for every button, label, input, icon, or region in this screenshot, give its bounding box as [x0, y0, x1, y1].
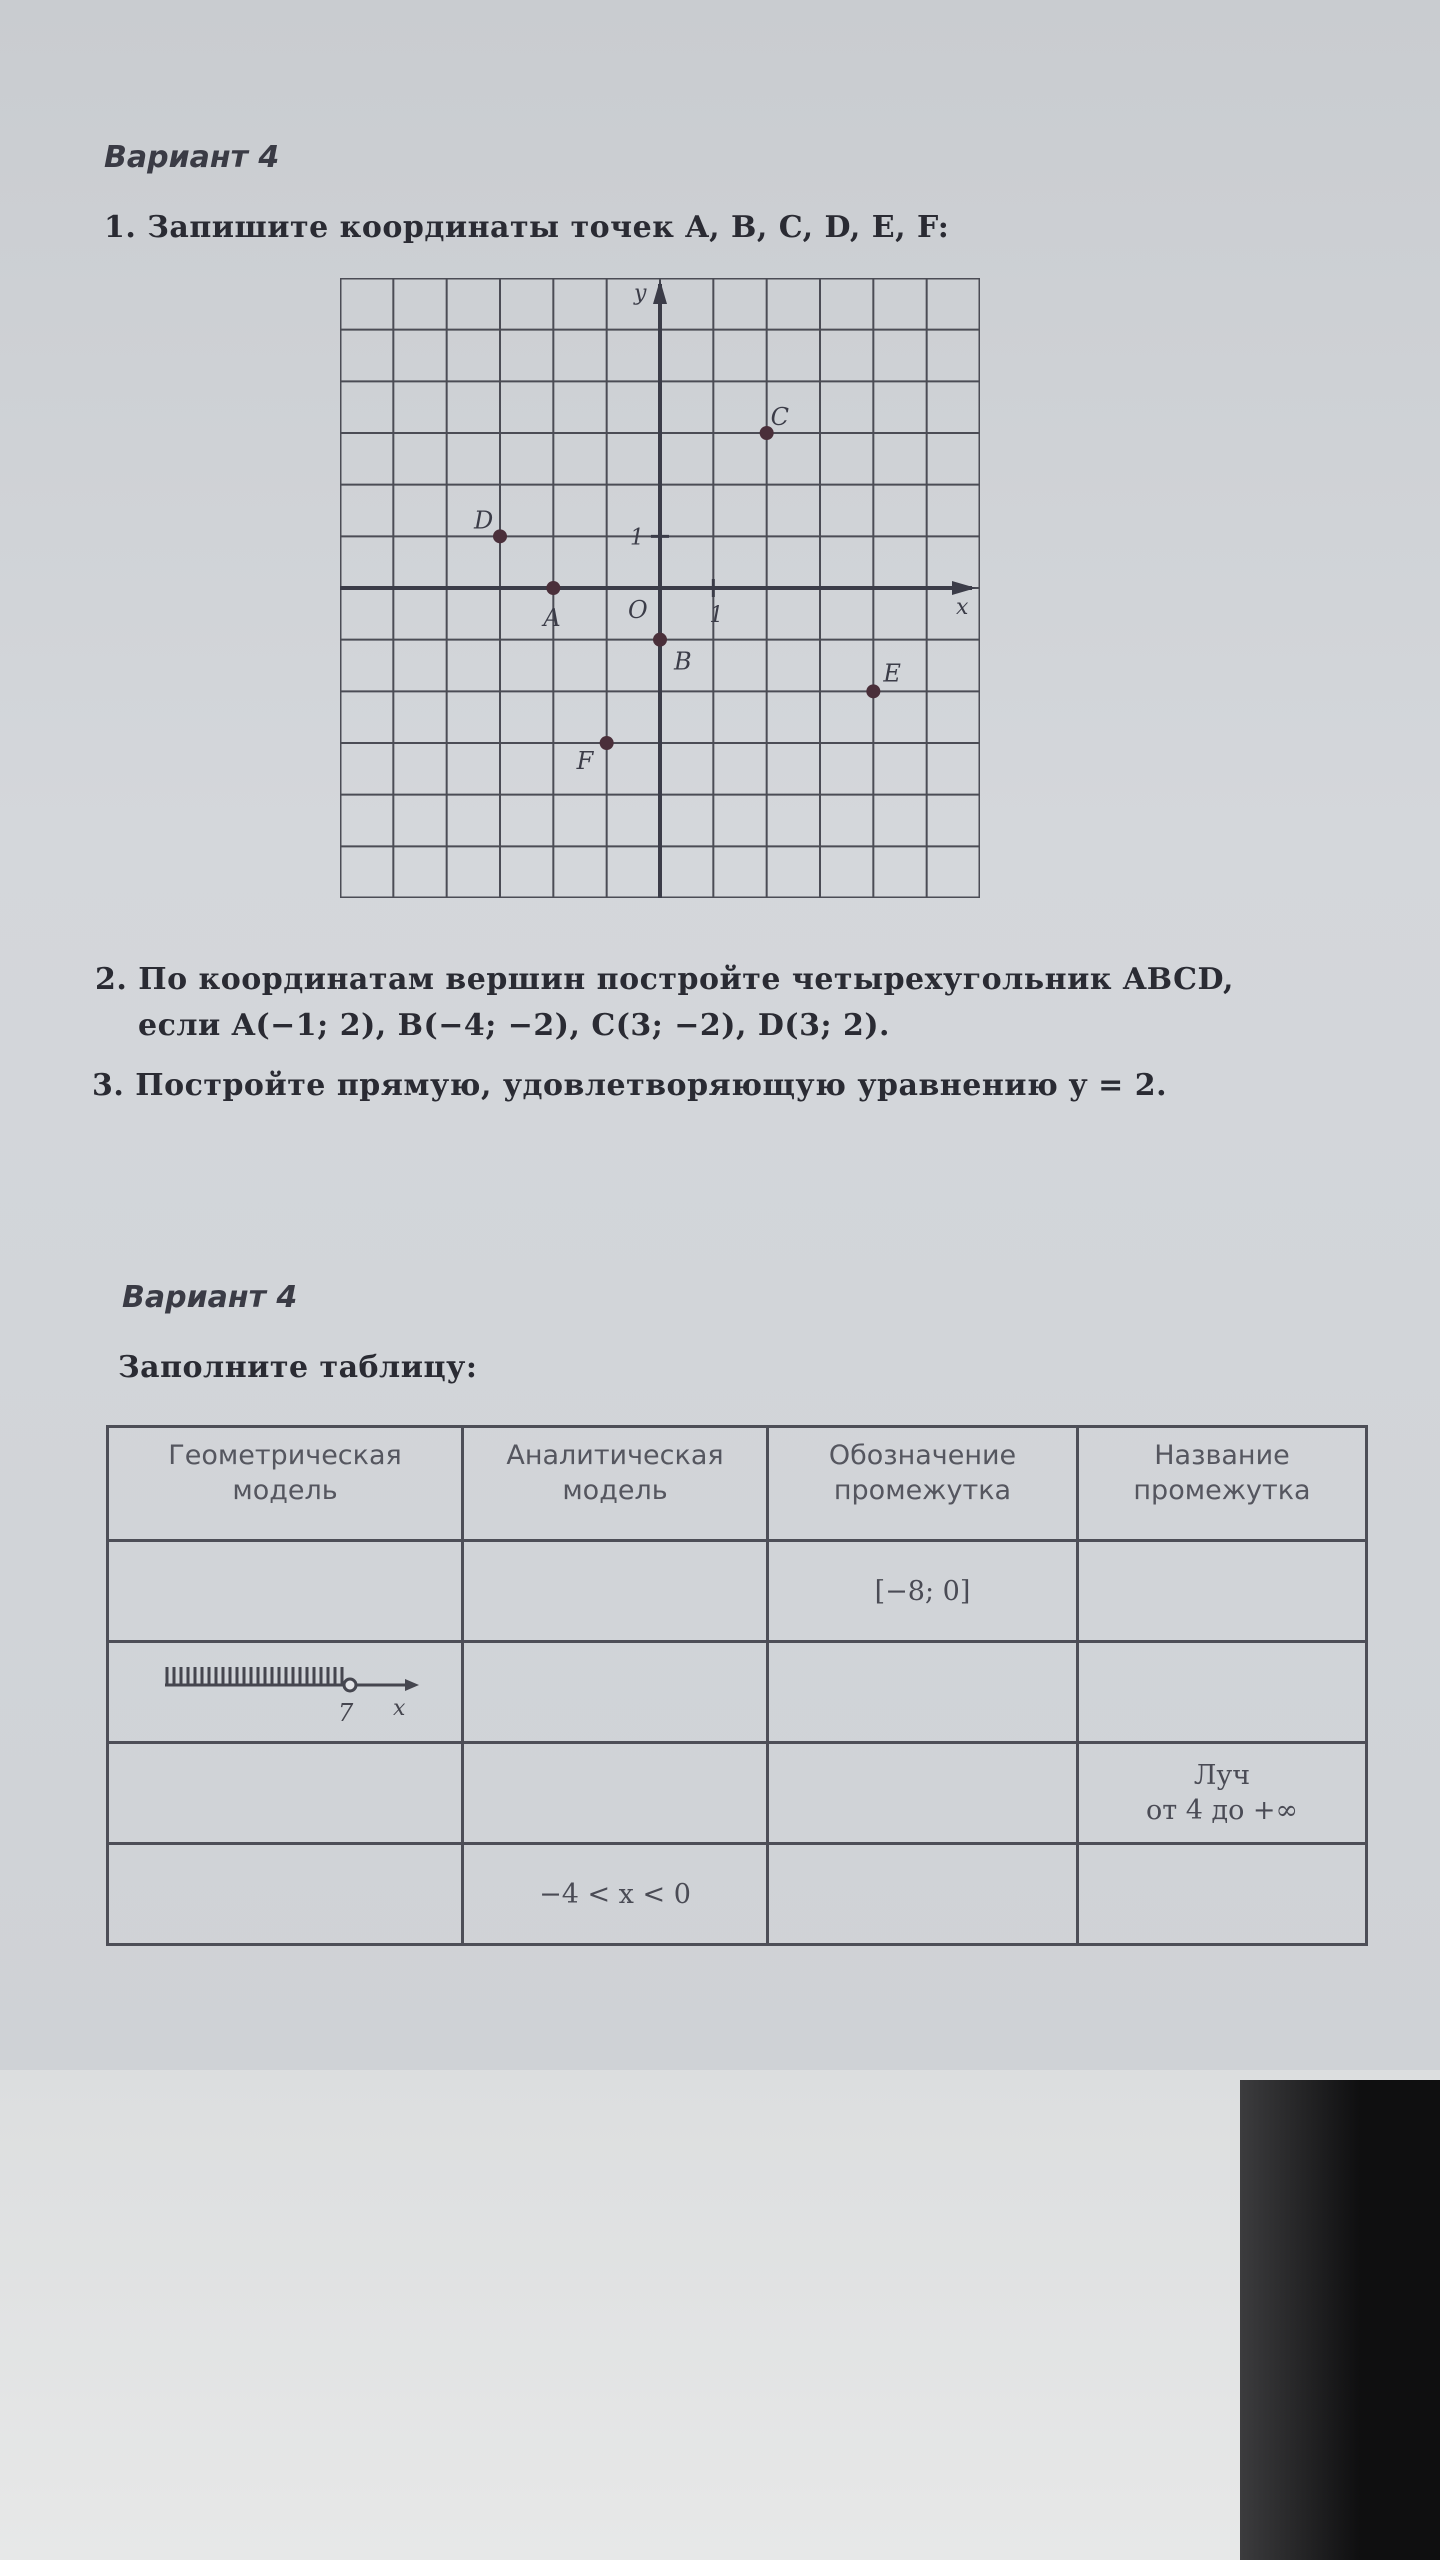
cell-geometric[interactable]	[108, 1743, 463, 1844]
cell-name[interactable]	[1078, 1642, 1367, 1743]
header-analytic-line2: модель	[562, 1475, 668, 1507]
cell-geometric[interactable]	[108, 1844, 463, 1945]
header-notation-line1: Обозначение	[828, 1440, 1017, 1471]
point-f	[600, 736, 614, 750]
dark-background-corner	[1240, 2080, 1440, 2560]
cell-name[interactable]	[1078, 1844, 1367, 1945]
point-label-d: D	[474, 506, 494, 535]
header-notation-line2: промежутка	[833, 1475, 1012, 1507]
task-2-line-2: если A(−1; 2), B(−4; −2), C(3; −2), D(3; 2).	[138, 1008, 891, 1043]
x-axis-label: x	[956, 595, 969, 620]
number-line-point-label: 7	[338, 1698, 354, 1727]
point-label-b: B	[674, 647, 692, 676]
table-row	[108, 1541, 1367, 1642]
number-line-axis-label: x	[393, 1695, 406, 1721]
table-instruction: Заполните таблицу:	[118, 1350, 478, 1385]
origin-label: O	[628, 596, 648, 624]
header-geometric	[108, 1427, 463, 1541]
x-unit-label: 1	[709, 603, 724, 628]
variant-title-2: Вариант 4	[122, 1280, 298, 1315]
coordinate-plane	[340, 278, 980, 902]
variant-title-1: Вариант 4	[104, 140, 280, 175]
header-name	[1078, 1427, 1367, 1541]
cell-name[interactable]	[1078, 1541, 1367, 1642]
y-axis-arrow	[653, 280, 667, 304]
x-axis-arrow	[952, 581, 976, 595]
number-line-ray	[135, 1649, 435, 1729]
point-e	[866, 684, 880, 698]
point-label-a: A	[543, 604, 561, 632]
point-label-f: F	[576, 747, 594, 775]
cell-notation[interactable]	[768, 1844, 1078, 1945]
header-notation	[768, 1427, 1078, 1541]
number-line-hatching	[167, 1667, 342, 1685]
table-row	[108, 1642, 1367, 1743]
point-label-c: C	[770, 403, 790, 431]
task-3-text: 3. Постройте прямую, удовлетворяющую уравнению y = 2.	[92, 1068, 1168, 1103]
coordinate-plane-svg	[340, 278, 980, 898]
cell-analytic[interactable]	[463, 1743, 768, 1844]
header-name-line1: Название	[1154, 1440, 1290, 1471]
task-1-text: 1. Запишите координаты точек A, B, C, D, E, F:	[104, 210, 950, 245]
intervals-table	[106, 1425, 1368, 1946]
number-line-arrow	[405, 1679, 419, 1691]
point-a	[546, 581, 560, 595]
cell-notation[interactable]	[768, 1743, 1078, 1844]
point-b	[653, 633, 667, 647]
number-line-open-point	[344, 1679, 356, 1691]
header-geometric-line1: Геометрическая	[168, 1440, 402, 1471]
cell-notation[interactable]: [−8; 0]	[768, 1541, 1078, 1642]
header-geometric-line2: модель	[232, 1475, 338, 1507]
table-row	[108, 1743, 1367, 1844]
header-analytic	[463, 1427, 768, 1541]
cell-name-line1: Луч	[1193, 1759, 1251, 1791]
table-row	[108, 1844, 1367, 1945]
point-d	[493, 529, 507, 543]
cell-geometric[interactable]	[108, 1541, 463, 1642]
y-axis-label: y	[634, 281, 647, 306]
table-header-row	[108, 1427, 1367, 1541]
cell-geometric[interactable]	[108, 1642, 463, 1743]
cell-name-line2: от 4 до +∞	[1145, 1795, 1299, 1826]
axes	[340, 280, 976, 898]
cell-analytic[interactable]	[463, 1642, 768, 1743]
y-unit-label: 1	[630, 525, 644, 551]
cell-notation[interactable]	[768, 1642, 1078, 1743]
desk-surface	[0, 2070, 1440, 2560]
header-name-line2: промежутка	[1133, 1475, 1311, 1507]
cell-analytic[interactable]	[463, 1541, 768, 1642]
point-label-e: E	[883, 659, 901, 688]
cell-analytic[interactable]: −4 < x < 0	[463, 1844, 768, 1945]
task-2-line-1: 2. По координатам вершин постройте четырехугольник ABCD,	[95, 962, 1234, 997]
header-analytic-line1: Аналитическая	[506, 1440, 724, 1471]
cell-name[interactable]	[1078, 1743, 1367, 1844]
